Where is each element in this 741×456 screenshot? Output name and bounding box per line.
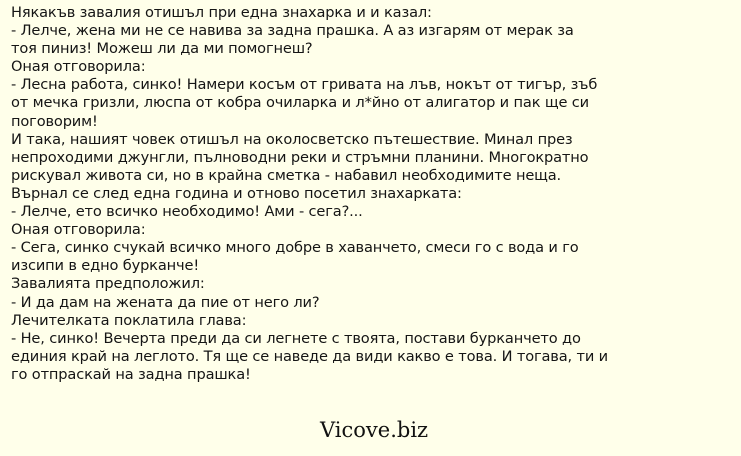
text-line: от мечка гризли, люспа от кобра очиларка и л*йно от алигатор и пак ще си — [11, 94, 589, 112]
text-line: поговорим! — [11, 112, 98, 130]
text-line: рискувал живота си, но в крайна сметка - набавил необходимите неща. — [11, 166, 562, 184]
text-line: Оная отговорила: — [11, 221, 146, 239]
joke-text — [11, 4, 736, 384]
text-line: - И да дам на жената да пие от него ли? — [11, 293, 320, 311]
text-line: - Лелче, жена ми не се навива за задна прашка. А аз изгарям от мерак за — [11, 22, 574, 40]
text-line: Някакъв завалия отишъл при една знахарка и и казал: — [11, 4, 432, 21]
text-line: И така, нашият човек отишъл на околосветско пътешествие. Минал през — [11, 130, 573, 148]
text-line: - Лелче, ето всичко необходимо! Ами - сега?... — [11, 203, 363, 221]
site-watermark: Vicove.biz — [320, 418, 429, 442]
text-line: Лечителката поклатила глава: — [11, 311, 247, 329]
text-line: тоя пиниз! Можеш ли да ми помогнеш? — [11, 40, 313, 58]
text-line: единия край на леглото. Тя ще се наведе да види какво е това. И тогава, ти и — [11, 347, 609, 365]
text-line: Върнал се след една година и отново посетил знахарката: — [11, 184, 462, 202]
text-line: - Сега, синко счукай всичко много добре в хаванчето, смеси го с вода и го — [11, 239, 579, 257]
text-line: го отпраскай на задна прашка! — [11, 365, 251, 383]
text-line: изсипи в едно бурканче! — [11, 257, 200, 275]
text-line: - Лесна работа, синко! Намери косъм от гривата на лъв, нокът от тигър, зъб — [11, 76, 598, 94]
text-line: Завалията предположил: — [11, 275, 205, 293]
text-line: непроходими джунгли, пълноводни реки и стръмни планини. Многократно — [11, 148, 589, 166]
text-line: Оная отговорила: — [11, 58, 146, 76]
text-line: - Не, синко! Вечерта преди да си легнете с твоята, постави бурканчето до — [11, 329, 581, 347]
